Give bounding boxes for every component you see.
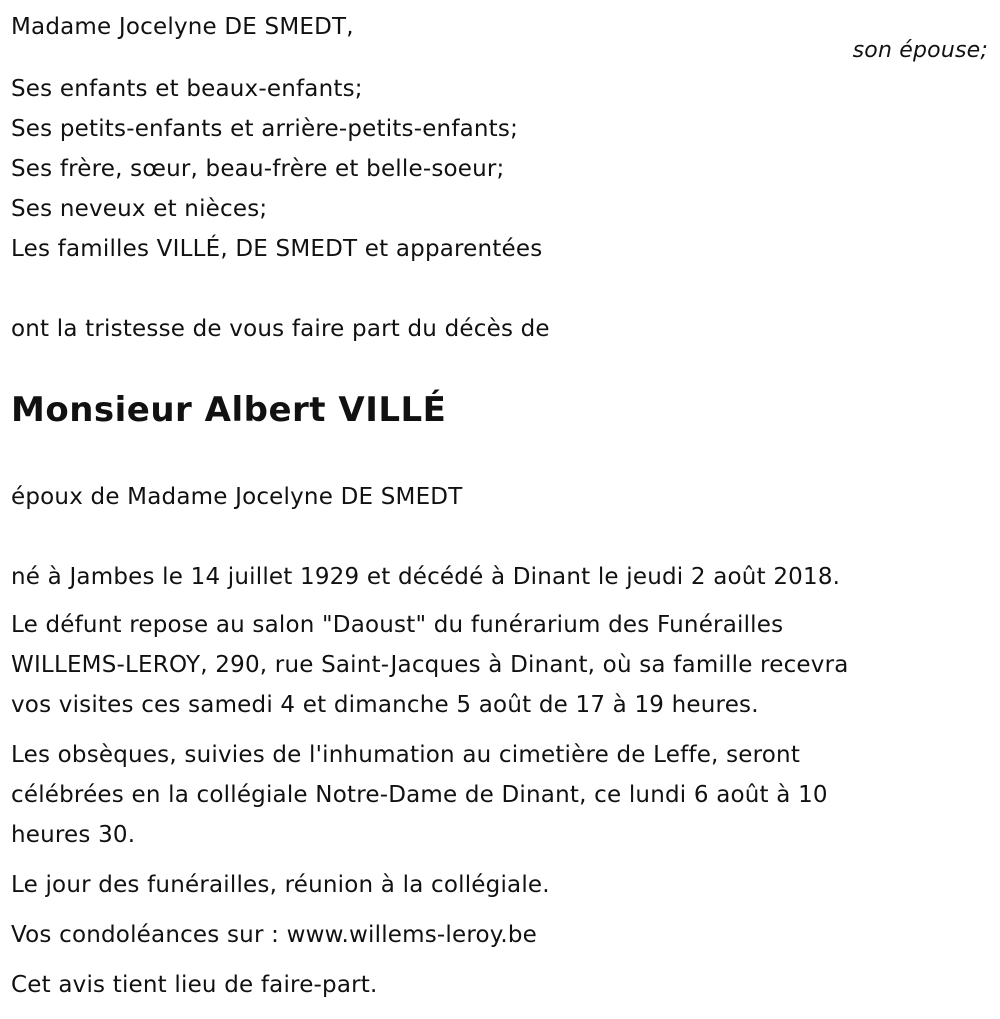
funeral-line: heures 30. [11,822,136,848]
meeting-text: Le jour des funérailles, réunion à la collégiale. [11,872,550,898]
family-line: Ses neveux et nièces; [11,196,268,222]
condolences-line [11,920,537,950]
spouse-role: son épouse; [852,38,988,63]
birth-death-text: né à Jambes le 14 juillet 1929 et décédé à Dinant le jeudi 2 août 2018. [11,564,841,590]
deceased-name: Monsieur Albert VILLÉ [11,390,447,430]
family-line: Ses frère, sœur, beau-frère et belle-soeur; [11,156,505,182]
condolences-link[interactable]: www.willems-leroy.be [286,922,537,948]
spouse-of-text: époux de Madame Jocelyne DE SMEDT [11,484,463,510]
funeral-line: célébrées en la collégiale Notre-Dame de Dinant, ce lundi 6 août à 10 [11,782,828,808]
repose-line: vos visites ces samedi 4 et dimanche 5 août de 17 à 19 heures. [11,692,759,718]
spouse-line: Madame Jocelyne DE SMEDT, [11,14,354,40]
funeral-line: Les obsèques, suivies de l'inhumation au cimetière de Leffe, seront [11,742,801,768]
family-line: Les familles VILLÉ, DE SMEDT et apparentées [11,236,543,262]
closing-text: Cet avis tient lieu de faire-part. [11,972,378,998]
announcement-text: ont la tristesse de vous faire part du décès de [11,316,550,342]
condolences-label: Vos condoléances sur : [11,922,287,948]
repose-line: WILLEMS-LEROY, 290, rue Saint-Jacques à Dinant, où sa famille recevra [11,652,849,678]
repose-line: Le défunt repose au salon "Daoust" du funérarium des Funérailles [11,612,784,638]
family-line: Ses petits-enfants et arrière-petits-enfants; [11,116,519,142]
family-line: Ses enfants et beaux-enfants; [11,76,363,102]
